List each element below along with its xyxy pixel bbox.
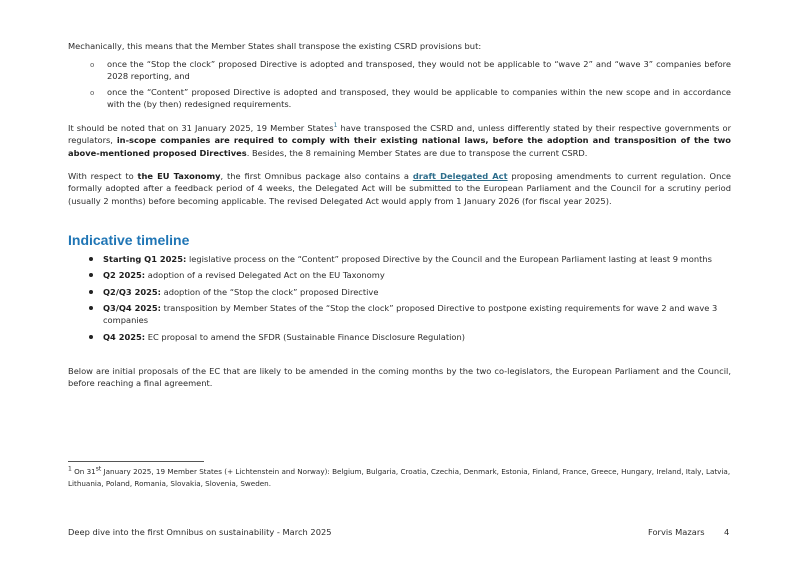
timeline-heading: Indicative timeline <box>68 232 190 248</box>
bullet-icon <box>89 257 93 261</box>
taxonomy-paragraph: With respect to the EU Taxonomy, the first Omnibus package also contains a draft Delegated Act proposing amendments to current regulation. Once formally adopted after a feedback period of 4 weeks, the Delegated Act will be submitted to the European Parliament and the Council for a scrutiny period (usually 2 months) before becoming applicable. The revised Delegated Act would apply from 1 January 2026 (for fiscal year 2025). <box>68 171 732 206</box>
bullet-icon <box>89 290 93 294</box>
timeline-item: Q2 2025: adoption of a revised Delegated Act on the EU Taxonomy <box>103 270 385 280</box>
bullet-icon <box>89 306 93 310</box>
footnote-reference[interactable]: 1 <box>333 122 338 130</box>
draft-delegated-act-link[interactable]: draft Delegated Act <box>412 171 508 181</box>
intro-paragraph: Mechanically, this means that the Member States shall transpose the existing CSRD provisions but: <box>68 41 482 51</box>
sub-bullet-item: once the “Content” proposed Directive is adopted and transposed, they would be applicable to companies within the new scope and in accordance with the (by then) redesigned requirements. <box>107 87 731 110</box>
bullet-icon <box>89 273 93 277</box>
sub-bullet-item: once the “Stop the clock” proposed Directive is adopted and transposed, they would not be applicable to “wave 2” and “wave 3” companies before 2028 reporting, and <box>107 59 731 82</box>
transposition-paragraph: It should be noted that on 31 January 2025, 19 Member States$^1$ have transposed the CSRD and, unless differently stated by their respective governments or regulators, in-scope companies are required to comply with their existing national laws, before the adoption and transposition of the two above-mentioned proposed Directives. Besides, the 8 remaining Member States are due to transpose the current CSRD. <box>68 122 731 158</box>
sub-bullet-marker: o <box>90 89 95 97</box>
closing-paragraph: Below are initial proposals of the EC that are likely to be amended in the coming months by the two co-legislators, the European Parliament and the Council, before reaching a final agreement. <box>68 366 731 389</box>
footer-document-title: Deep dive into the first Omnibus on sustainability - March 2025 <box>68 527 332 537</box>
timeline-item: Starting Q1 2025: legislative process on the “Content” proposed Directive by the Council and the European Parliament lasting at least 9 months <box>103 254 712 264</box>
footnote-divider <box>68 461 204 462</box>
timeline-item: Q4 2025: EC proposal to amend the SFDR (Sustainable Finance Disclosure Regulation) <box>103 332 465 342</box>
footer-brand: Forvis Mazars <box>648 527 705 537</box>
sub-bullet-marker: o <box>90 61 95 69</box>
timeline-item: Q3/Q4 2025: transposition by Member States of the “Stop the clock” proposed Directive to postpone existing requirements for wave 2 and wave 3 companies <box>103 303 718 326</box>
page-number: 4 <box>724 527 730 537</box>
timeline-item: Q2/Q3 2025: adoption of the “Stop the clock” proposed Directive <box>103 287 379 297</box>
bullet-icon <box>89 335 93 339</box>
footnote: $^1$ On 31st January 2025, 19 Member States (+ Lichtenstein and Norway): Belgium, Bulgaria, Croatia, Czechia, Denmark, Estonia, Finland, France, Greece, Hungary, Ireland, Italy, Latvia, Lithuania, Poland, Romania, Slovakia, Slovenia, Sweden. <box>68 465 731 488</box>
